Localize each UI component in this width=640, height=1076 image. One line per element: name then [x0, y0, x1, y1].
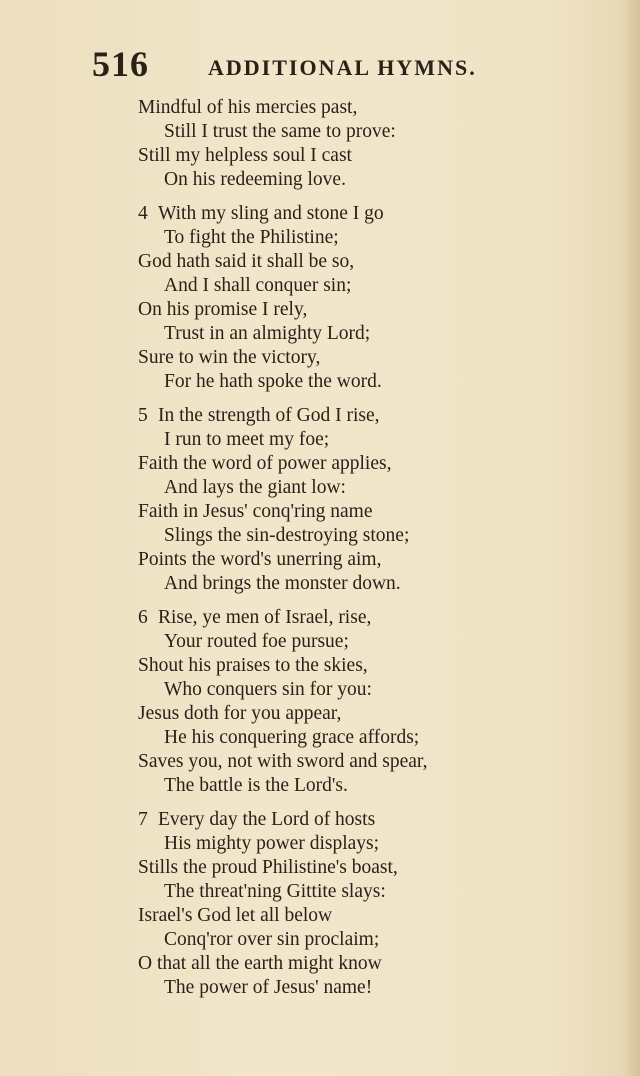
verse-line: And brings the monster down.: [164, 573, 401, 594]
verse-line: [138, 404, 578, 428]
stanza-number: 5: [138, 405, 148, 426]
page-number: 516: [92, 44, 149, 84]
verse-line-text: Every day the Lord of hosts: [158, 809, 376, 830]
stanza-number: 6: [138, 607, 148, 628]
verse-line: O that all the earth might know: [138, 953, 382, 974]
verse-line: On his redeeming love.: [164, 169, 346, 190]
verse-line: Stills the proud Philistine's boast,: [138, 857, 398, 878]
stanza-5: [138, 404, 578, 596]
verse-line-text: With my sling and stone I go: [158, 203, 384, 224]
verse-line: Still I trust the same to prove:: [164, 121, 396, 142]
running-title: ADDITIONAL HYMNS.: [208, 55, 477, 80]
stanza-6: [138, 606, 578, 798]
verse-line: [138, 606, 578, 630]
verse-line-text: Rise, ye men of Israel, rise,: [158, 607, 372, 628]
verse-line: The power of Jesus' name!: [164, 977, 373, 998]
verse-line: He his conquering grace affords;: [164, 727, 420, 748]
stanza-7: [138, 808, 578, 1000]
verse-line: Your routed foe pursue;: [164, 631, 349, 652]
verse-line: Israel's God let all below: [138, 905, 333, 926]
verse-line: To fight the Philistine;: [164, 227, 339, 248]
stanza-continued: [138, 96, 578, 192]
verse-line: On his promise I rely,: [138, 299, 308, 320]
stanza-number: 4: [138, 203, 148, 224]
verse-line: Jesus doth for you appear,: [138, 703, 342, 724]
verse-line: Saves you, not with sword and spear,: [138, 751, 428, 772]
verse-line: And I shall conquer sin;: [164, 275, 352, 296]
verse-line: [138, 808, 578, 832]
page-edge-shadow: [622, 0, 640, 1076]
verse-line: The battle is the Lord's.: [164, 775, 348, 796]
verse-line: Who conquers sin for you:: [164, 679, 372, 700]
verse-line: Faith in Jesus' conq'ring name: [138, 501, 373, 522]
verse-line: Points the word's unerring aim,: [138, 549, 382, 570]
verse-line: Sure to win the victory,: [138, 347, 321, 368]
verse-line: Still my helpless soul I cast: [138, 145, 352, 166]
verse-line: Faith the word of power applies,: [138, 453, 392, 474]
verse-line: And lays the giant low:: [164, 477, 346, 498]
stanza-number: 7: [138, 809, 148, 830]
page-header: [92, 42, 532, 86]
hymn-text: [138, 96, 578, 1010]
verse-line: Shout his praises to the skies,: [138, 655, 368, 676]
verse-line: I run to meet my foe;: [164, 429, 330, 450]
verse-line: The threat'ning Gittite slays:: [164, 881, 386, 902]
verse-line: [138, 202, 578, 226]
verse-line: God hath said it shall be so,: [138, 251, 355, 272]
verse-line: Mindful of his mercies past,: [138, 97, 358, 118]
verse-line: His mighty power displays;: [164, 833, 380, 854]
stanza-4: [138, 202, 578, 394]
verse-line: For he hath spoke the word.: [164, 371, 382, 392]
verse-line-text: In the strength of God I rise,: [158, 405, 380, 426]
verse-line: Slings the sin-destroying stone;: [164, 525, 410, 546]
verse-line: Conq'ror over sin proclaim;: [164, 929, 380, 950]
verse-line: Trust in an almighty Lord;: [164, 323, 371, 344]
